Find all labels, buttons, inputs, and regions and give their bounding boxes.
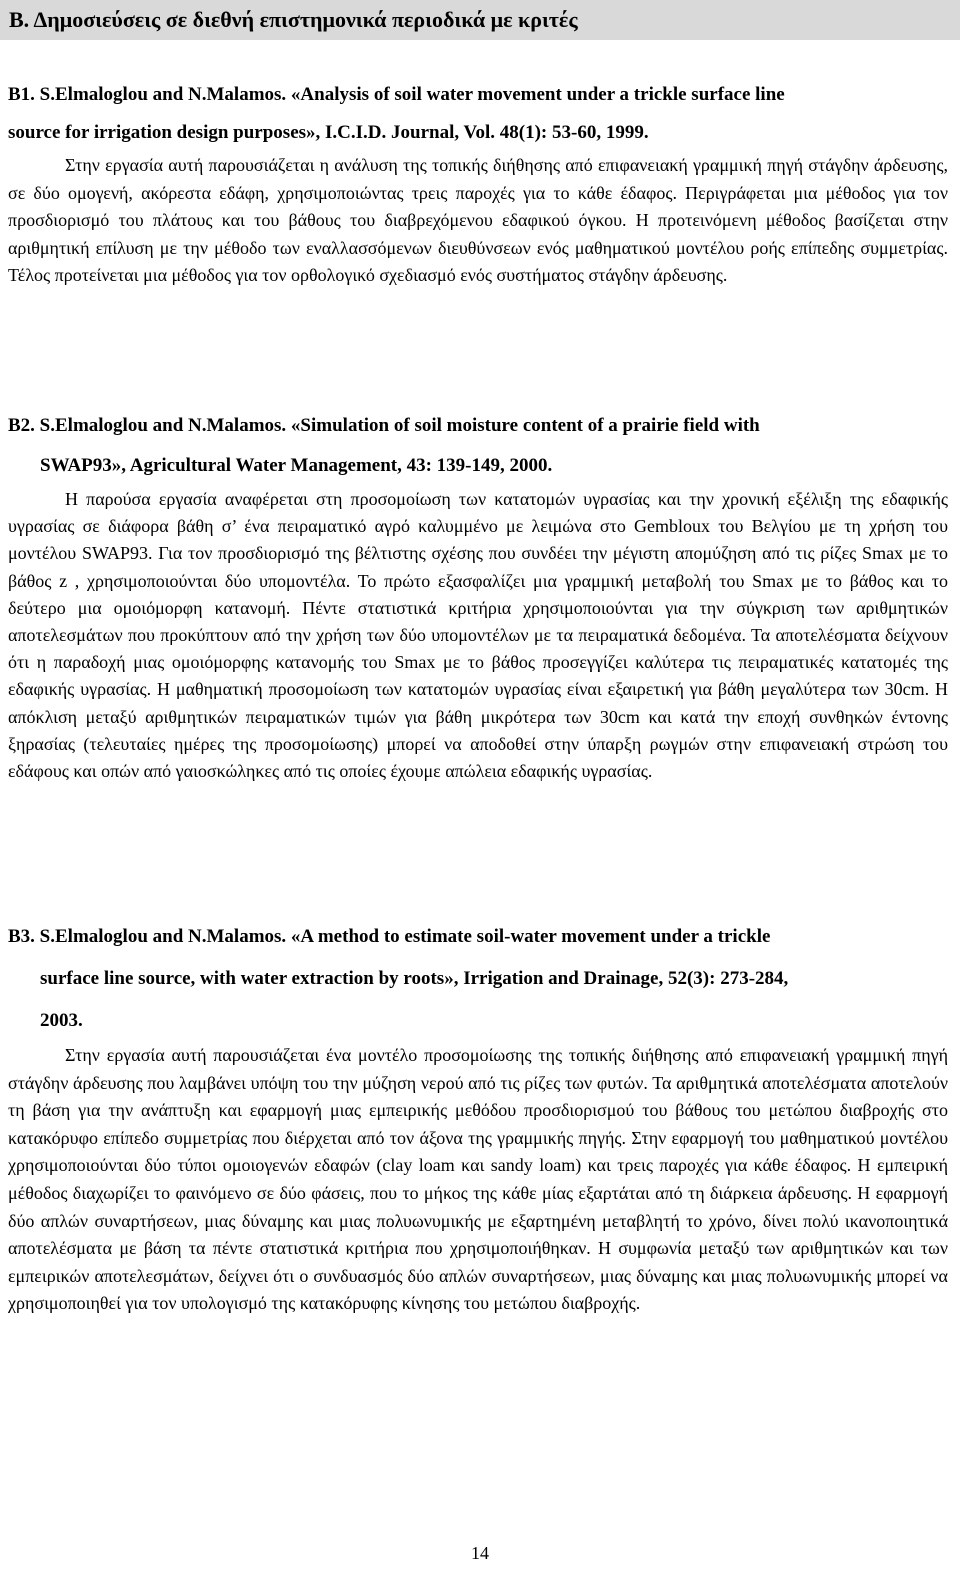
citation-line: B2. S.Elmaloglou and N.Malamos. «Simulation of soil moisture content of a prairie field with (8, 415, 760, 436)
citation-line: source for irrigation design purposes», I.C.I.D. Journal, Vol. 48(1): 53-60, 1999. (8, 122, 649, 143)
citation-line: surface line source, with water extraction by roots», Irrigation and Drainage, 52(3): 273-284, (40, 968, 789, 989)
citation-line: SWAP93», Agricultural Water Management, 43: 139-149, 2000. (40, 455, 553, 476)
citation-line: B3. S.Elmaloglou and N.Malamos. «A method to estimate soil-water movement under a trickle (8, 926, 771, 947)
publication-citation (8, 406, 948, 486)
citation-line: B1. S.Elmaloglou and N.Malamos. «Analysis of soil water movement under a trickle surface line (8, 84, 785, 105)
publication-abstract: Η παρούσα εργασία αναφέρεται στη προσομοίωση των κατατομών υγρασίας και την χρονική εξέλιξη της εδαφικής υγρασίας σε διάφορα βάθη σ’ ένα πειραματικό αγρό καλυμμένο με λειμώνα στο Gembloux του Βελγίου με τη χρήση του μοντέλου SWAP93. Για τον προσδιορισμό της βέλτιστης σχέσης που συνδέει την μέγιστη απομύζηση από τις ρίζες Smax με το βάθος z , χρησιμοποιούνται δύο υπομοντέλα. Το πρώτο εξασφαλίζει μια γραμμική μεταβολή του Smax με το βάθος και το δεύτερο μια ομοιόμορφη κατανομή. Πέντε στατιστικά κριτήρια χρησιμοποιούνται για την σύγκριση των αριθμητικών αποτελεσμάτων που προκύπτουν από την χρήση των δύο υπομοντέλων με τα πειραματικά δεδομένα. Τα αποτελέσματα δείχνουν ότι η παραδοχή μιας ομοιόμορφης κατανομής του Smax με το βάθος προσεγγίζει καλύτερα τις πειραματικές κατατομές της εδαφικής υγρασίας. Η μαθηματική προσομοίωση των κατατομών υγρασίας είναι εξαιρετική για βάθη μεγαλύτερα των 30cm. Η απόκλιση μεταξύ αριθμητικών πειραματικών τιμών για βάθη μικρότερα των 30cm και κατά την εποχή συνθηκών έντονης ξηρασίας (τελευταίες ημέρες της προσομοίωσης) μπορεί να αποδοθεί στην ύπαρξη ρωγμών στην επιφανειακή στρώση του εδάφους και οπών από γαιοσκώληκες από τις οποίες έχουμε απώλεια εδαφικής υγρασίας. (8, 489, 948, 782)
citation-line: 2003. (40, 1010, 83, 1031)
publication-abstract: Στην εργασία αυτή παρουσιάζεται η ανάλυση της τοπικής διήθησης από επιφανειακή γραμμική πηγή στάγδην άρδευσης, σε δύο ομογενή, ακόρεστα εδάφη, χρησιμοποιώντας τρεις παροχές για το κάθε έδαφος. Περιγράφεται μια μέθοδος για τον προσδιορισμό του πλάτους και του βάθους του διαβρεχόμενου εδαφικού όγκου. Η προτεινόμενη μέθοδος βασίζεται στην αριθμητική επίλυση με την μέθοδο των εναλλασσόμενων διευθύνσεων ενός μαθηματικού μοντέλου ροής επίπεδης συμμετρίας. Τέλος προτείνεται μια μέθοδος για τον ορθολογικό σχεδιασμό ενός συστήματος στάγδην άρδευσης. (8, 155, 948, 285)
publication-abstract: Στην εργασία αυτή παρουσιάζεται ένα μοντέλο προσομοίωσης της τοπικής διήθησης από επιφανειακή γραμμική πηγή στάγδην άρδευσης που λαμβάνει υπόψη του την μύζηση νερού από τις ρίζες των φυτών. Τα αριθμητικά αποτελέσματα αποτελούν τη βάση για την ανάπτυξη και εφαρμογή μιας εμπειρικής μεθόδου προσδιορισμού του βάθους του μετώπου διαβροχής στο κατακόρυφο επίπεδο συμμετρίας που διέρχεται από τον άξονα της γραμμικής πηγής. Στην εφαρμογή του μαθηματικού μοντέλου χρησιμοποιούνται δύο τύποι ομοιογενών εδαφών (clay loam και sandy loam) και τρεις παροχές για κάθε έδαφος. Η εμπειρική μέθοδος διαχωρίζει το φαινόμενο σε δύο φάσεις, που το μήκος της κάθε μίας εξαρτάται από τη διάρκεια άρδευσης. Η εφαρμογή δύο απλών συναρτήσεων, μιας δύναμης και μιας πολυωνυμικής με εξαρτημένη μεταβλητή το χρόνο, δίνει πολύ ικανοποιητικά αποτελέσματα με βάση τα πέντε στατιστικά κριτήρια που χρησιμοποιήθηκαν. Η συμφωνία μεταξύ των αριθμητικών και των εμπειρικών αποτελεσμάτων, δείχνει ότι ο συνδυασμός δύο απλών συναρτήσεων, μιας δύναμης και μιας πολυωνυμικής μπορεί να χρησιμοποιηθεί για τον υπολογισμό της κατακόρυφης κίνησης του μετώπου διαβροχής. (8, 1045, 948, 1314)
publication-citation (8, 916, 948, 1042)
page-number: 14 (471, 1543, 489, 1563)
publication-b2 (8, 406, 948, 785)
publication-b3 (8, 916, 948, 1318)
publication-b1 (8, 76, 948, 290)
section-heading: Β. Δημοσιεύσεις σε διεθνή επιστημονικά περιοδικά με κριτές (0, 0, 960, 40)
publication-citation (8, 76, 948, 152)
